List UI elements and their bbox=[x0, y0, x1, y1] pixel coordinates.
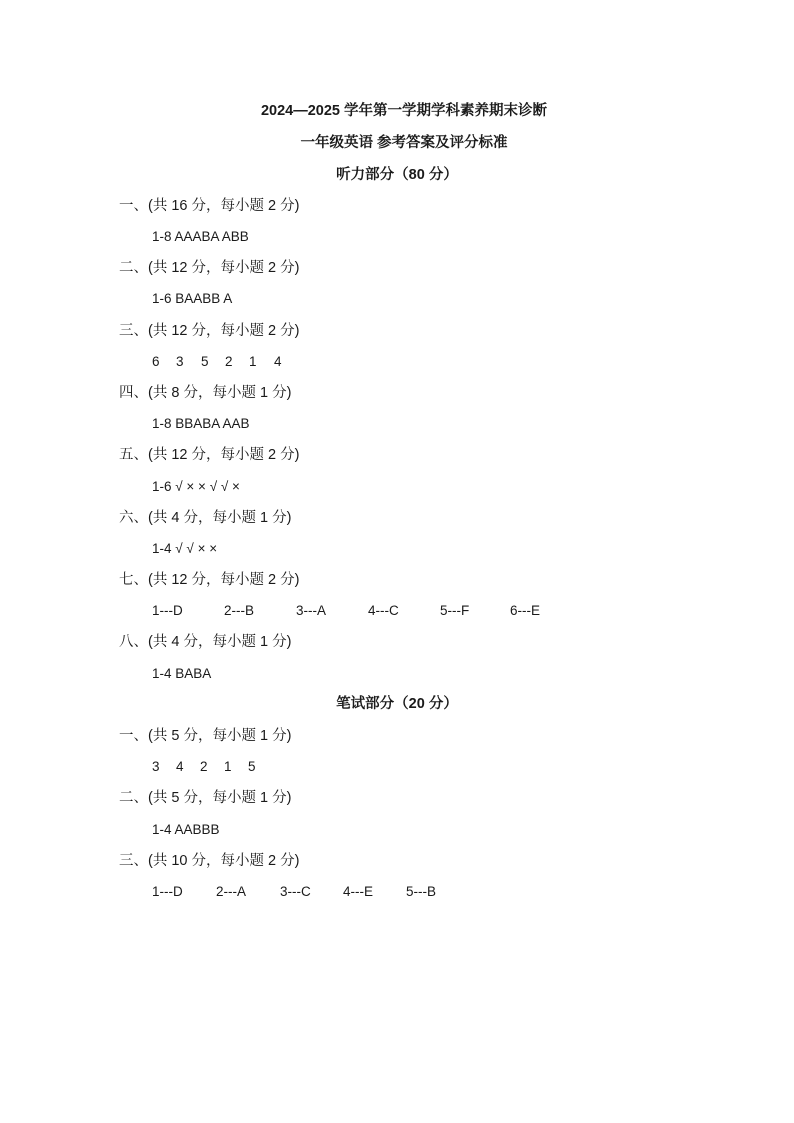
writing-section-2-title: 二、(共 5 分，每小题 1 分) bbox=[119, 790, 292, 806]
answer-token: 3---C bbox=[280, 884, 311, 899]
answer-token: 4---C bbox=[368, 603, 399, 618]
answer-token: 6 bbox=[152, 354, 160, 369]
listening-heading: 听力部分（80 分） bbox=[336, 167, 458, 183]
answer-token: 2 bbox=[225, 354, 233, 369]
listening-section-3-title: 三、(共 12 分，每小题 2 分) bbox=[119, 323, 300, 339]
writing-section-3-title: 三、(共 10 分，每小题 2 分) bbox=[119, 853, 300, 869]
answer-token: 6---E bbox=[510, 603, 540, 618]
listening-section-1-title: 一、(共 16 分，每小题 2 分) bbox=[119, 198, 300, 214]
listening-section-2-title: 二、(共 12 分，每小题 2 分) bbox=[119, 260, 300, 276]
writing-heading: 笔试部分（20 分） bbox=[336, 696, 458, 712]
answer-token: 1 bbox=[249, 354, 257, 369]
answer-token: 3---A bbox=[296, 603, 326, 618]
listening-section-4-title: 四、(共 8 分，每小题 1 分) bbox=[119, 385, 292, 401]
listening-section-3-answer bbox=[152, 352, 282, 372]
answer-token: 4 bbox=[274, 354, 282, 369]
writing-section-1-answer bbox=[152, 757, 256, 777]
listening-section-5-answer: 1-6 √ × × √ √ × bbox=[152, 479, 240, 494]
listening-section-6-title: 六、(共 4 分，每小题 1 分) bbox=[119, 510, 292, 526]
answer-token: 5---F bbox=[440, 603, 470, 618]
answer-token: 3 bbox=[152, 759, 160, 774]
listening-section-1-answer: 1-8 AAABA ABB bbox=[152, 229, 249, 244]
writing-section-2-answer: 1-4 AABBB bbox=[152, 822, 220, 837]
answer-token: 2---A bbox=[216, 884, 246, 899]
document-subtitle: 一年级英语 参考答案及评分标准 bbox=[300, 135, 508, 151]
listening-section-7-title: 七、(共 12 分，每小题 2 分) bbox=[119, 572, 300, 588]
answer-token: 4 bbox=[176, 759, 184, 774]
answer-token: 1 bbox=[224, 759, 232, 774]
listening-section-2-answer: 1-6 BAABB A bbox=[152, 291, 233, 306]
answer-token: 1---D bbox=[152, 884, 183, 899]
answer-token: 4---E bbox=[343, 884, 373, 899]
listening-section-5-title: 五、(共 12 分，每小题 2 分) bbox=[119, 447, 300, 463]
answer-token: 5 bbox=[248, 759, 256, 774]
answer-token: 5---B bbox=[406, 884, 436, 899]
writing-section-3-answer bbox=[152, 882, 436, 902]
document-title: 2024—2025 学年第一学期学科素养期末诊断 bbox=[260, 103, 548, 119]
answer-token: 3 bbox=[176, 354, 184, 369]
writing-section-1-title: 一、(共 5 分，每小题 1 分) bbox=[119, 728, 292, 744]
answer-token: 2 bbox=[200, 759, 208, 774]
answer-token: 1---D bbox=[152, 603, 183, 618]
listening-section-4-answer: 1-8 BBABA AAB bbox=[152, 416, 250, 431]
answer-token: 5 bbox=[201, 354, 209, 369]
listening-section-7-answer bbox=[152, 601, 540, 621]
answer-token: 2---B bbox=[224, 603, 254, 618]
listening-section-6-answer: 1-4 √ √ × × bbox=[152, 541, 218, 556]
listening-section-8-answer: 1-4 BABA bbox=[152, 666, 212, 681]
listening-section-8-title: 八、(共 4 分，每小题 1 分) bbox=[119, 634, 292, 650]
